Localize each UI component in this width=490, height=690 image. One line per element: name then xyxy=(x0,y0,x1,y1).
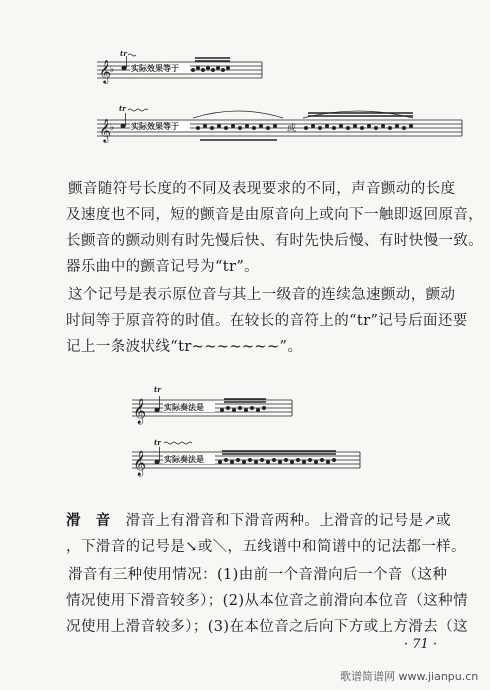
svg-text:实际奏法是: 实际奏法是 xyxy=(164,403,204,412)
svg-text:𝄞: 𝄞 xyxy=(99,118,111,142)
music-example-2 xyxy=(97,104,462,143)
text-line: 及速度也不同，短的颤音是由原音向上或向下一触即返回原音， xyxy=(66,207,484,223)
music-example-1 xyxy=(97,49,262,84)
svg-text:tr: tr xyxy=(120,49,127,58)
section-heading: 滑 音 xyxy=(66,512,111,529)
svg-text:实际效果等于: 实际效果等于 xyxy=(131,64,179,73)
svg-text:tr: tr xyxy=(119,104,126,113)
text-line: 时间等于原音符的时值。在较长的音符上的“tr”记号后面还要 xyxy=(66,313,468,329)
music-example-3 xyxy=(132,385,292,424)
text-fragment: 滑音上有滑音和下滑音两种。上滑音的记号是↗或 xyxy=(125,513,452,529)
svg-text:实际奏法是: 实际奏法是 xyxy=(164,455,204,464)
music-example-4 xyxy=(132,438,360,476)
page-number: · 71 · xyxy=(404,637,438,652)
watermark-text: 歌谱简谱网 www.jianpu.cn xyxy=(340,670,479,683)
paragraph-trill-meaning xyxy=(66,282,468,360)
text-line: 器乐曲中的颤音记号为“tr”。 xyxy=(66,259,260,275)
text-line: 长颤音的颤动则有时先慢后快、有时先快后慢、有时快慢一致。 xyxy=(66,233,484,249)
svg-text:tr: tr xyxy=(154,385,161,394)
text-line: 情况使用下滑音较多）；(2)从本位音之前滑向本位音（这种情 xyxy=(66,593,468,609)
svg-text:𝄞: 𝄞 xyxy=(99,59,111,83)
paragraph-trill-symbol xyxy=(66,254,456,280)
text-line: 这个记号是表示原位音与其上一级音的连续急速颤动，颤动 xyxy=(68,287,456,303)
text-line: 滑音有三种使用情况：(1)由前一个音滑向后一个音（这种 xyxy=(68,567,448,583)
paragraph-trill-duration xyxy=(66,176,484,254)
svg-text:tr: tr xyxy=(154,438,161,447)
text-line: 颤音随符号长度的不同及表现要求的不同，声音颤动的长度 xyxy=(68,181,456,197)
paragraph-glissando-usage xyxy=(66,562,468,640)
svg-text:或: 或 xyxy=(287,124,297,134)
svg-text:𝄞: 𝄞 xyxy=(133,399,147,424)
svg-text:实际效果等于: 实际效果等于 xyxy=(131,122,179,131)
text-line: 况使用上滑音较多）；(3)在本位音之后向下方或上方滑去（这 xyxy=(66,619,468,635)
svg-text:𝄞: 𝄞 xyxy=(133,451,147,476)
paragraph-glissando xyxy=(66,508,466,560)
text-line: 记上一条波状线“tr~~~~~~~”。 xyxy=(66,339,303,355)
text-line: ，下滑音的记号是↘或＼，五线谱中和简谱中的记法都一样。 xyxy=(66,539,466,555)
svg-text:♭: ♭ xyxy=(110,123,115,133)
svg-text:♭: ♭ xyxy=(110,65,115,75)
text-line xyxy=(66,508,456,534)
